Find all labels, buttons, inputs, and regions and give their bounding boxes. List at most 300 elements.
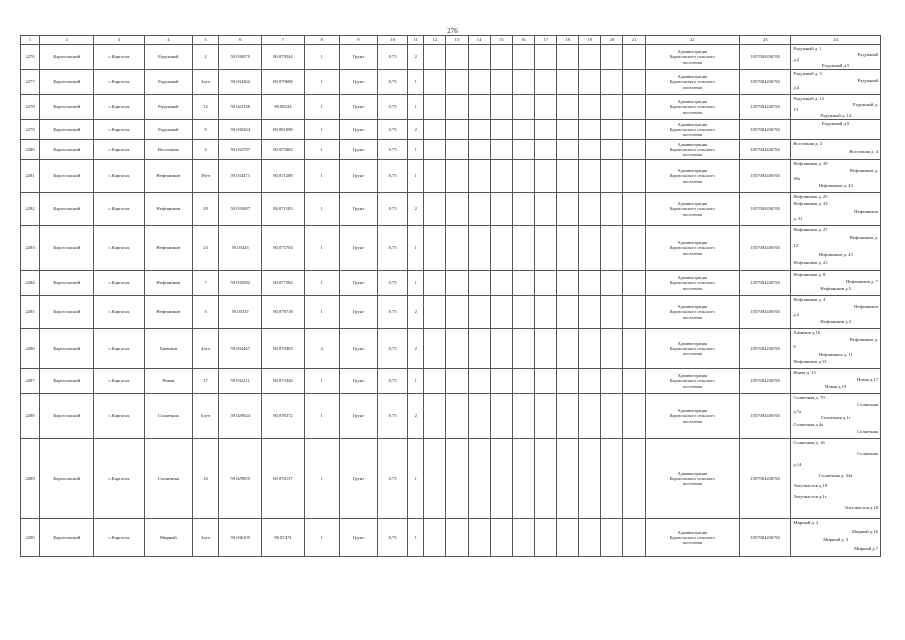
cell-c10: 0.75 <box>378 45 408 70</box>
cell-c8: 1 <box>304 271 339 296</box>
address-line: Новая д. 13 <box>793 370 816 375</box>
register-table <box>20 35 881 557</box>
cell-lat: 59.032787 <box>219 140 262 160</box>
cell-house: 17 <box>192 369 218 394</box>
admin-line: поселения <box>682 59 702 65</box>
cell-lon: 80.871183 <box>262 193 304 226</box>
cell-c11: 1 <box>408 140 424 160</box>
empty-cell <box>424 95 446 120</box>
page-number: 276 <box>447 27 458 35</box>
empty-cell <box>534 226 556 271</box>
cell-c10: 0,75 <box>378 329 408 369</box>
empty-cell <box>601 439 623 519</box>
empty-cell <box>534 160 556 193</box>
cell-lon: 80.878718 <box>262 296 304 329</box>
cell-street: Мирный <box>144 519 192 557</box>
empty-cell <box>512 439 534 519</box>
admin-line: Каргасокского сельского <box>669 413 715 419</box>
address-line: Радужный <box>857 51 878 57</box>
address-line: Мирный д. 3 <box>823 537 849 542</box>
address-line: Нефтяников д. 25 <box>818 251 853 257</box>
empty-cell <box>534 271 556 296</box>
cell-surface: Грунт <box>339 45 377 70</box>
table-row <box>21 45 881 70</box>
cell-surface: Грунт <box>339 140 377 160</box>
cell-code: 1057004436765 <box>740 160 791 193</box>
cell-surface: Грунт <box>339 193 377 226</box>
empty-cell <box>623 70 645 95</box>
cell-street: Химиков <box>144 329 192 369</box>
empty-cell <box>579 519 601 557</box>
cell-village: с.Каргасок <box>94 329 144 369</box>
empty-cell <box>424 226 446 271</box>
admin-line: Администрация <box>677 49 707 55</box>
empty-cell <box>601 45 623 70</box>
address-line: д.7а <box>793 408 802 414</box>
cell-district: Каргасокский <box>40 271 94 296</box>
empty-cell <box>424 394 446 439</box>
cell-house: 4 <box>192 140 218 160</box>
table-row <box>21 439 881 519</box>
cell-house: 3луч <box>192 519 218 557</box>
address-line: Мирный д.16 <box>851 528 878 534</box>
cell-addresses <box>791 519 881 557</box>
cell-addresses <box>791 271 881 296</box>
cell-administration <box>645 95 740 120</box>
address-line: Солнечная д.4а <box>793 422 824 428</box>
address-line: Нефтяников д. 39 <box>793 161 828 166</box>
empty-cell <box>424 296 446 329</box>
cell-street: Новая <box>144 369 192 394</box>
empty-cell <box>601 271 623 296</box>
empty-cell <box>579 140 601 160</box>
cell-administration <box>645 140 740 160</box>
cell-surface: Грунт <box>339 394 377 439</box>
address-line: Энтузиастов д.1г <box>793 494 827 500</box>
cell-lat: 59.033687 <box>219 193 262 226</box>
empty-cell <box>534 296 556 329</box>
cell-lat: 59.036105 <box>219 519 262 557</box>
address-line: Солнечная <box>857 450 878 456</box>
cell-surface: Грунт <box>339 226 377 271</box>
empty-cell <box>623 193 645 226</box>
address-line: Новая д.17 <box>856 377 878 382</box>
cell-lat: 59.035092 <box>219 271 262 296</box>
admin-line: Каргасокского сельского <box>669 173 715 179</box>
empty-cell <box>579 369 601 394</box>
empty-cell <box>579 439 601 519</box>
cell-c11: 1 <box>408 271 424 296</box>
cell-district: Каргасокский <box>40 45 94 70</box>
address-line: Нефтяников д. 8 <box>793 272 826 277</box>
cell-administration <box>645 271 740 296</box>
address-line: Радужный <box>857 78 878 83</box>
empty-cell <box>557 120 579 140</box>
empty-cell <box>512 70 534 95</box>
column-header: 9 <box>339 36 377 45</box>
empty-cell <box>468 369 490 394</box>
cell-n: 2280 <box>21 140 40 160</box>
empty-cell <box>623 226 645 271</box>
empty-cell <box>446 329 468 369</box>
column-header: 23 <box>740 36 791 45</box>
cell-c11: 2 <box>408 394 424 439</box>
column-header: 3 <box>94 36 144 45</box>
empty-cell <box>601 160 623 193</box>
admin-line: Администрация <box>677 201 707 207</box>
empty-cell <box>579 160 601 193</box>
column-header: 4 <box>144 36 192 45</box>
cell-surface: Грунт <box>339 519 377 557</box>
address-line: Нефтяников д. 11 <box>818 351 853 357</box>
cell-house: 3луч <box>192 70 218 95</box>
empty-cell <box>579 394 601 439</box>
empty-cell <box>446 519 468 557</box>
column-header: 19 <box>579 36 601 45</box>
empty-cell <box>490 45 512 70</box>
cell-addresses <box>791 329 881 369</box>
cell-addresses <box>791 394 881 439</box>
cell-village: с.Каргасок <box>94 369 144 394</box>
empty-cell <box>490 519 512 557</box>
admin-line: Каргасокского сельского <box>669 146 715 152</box>
empty-cell <box>468 439 490 519</box>
column-header: 14 <box>468 36 490 45</box>
address-line: Радужный д.9 <box>822 121 850 126</box>
empty-cell <box>512 369 534 394</box>
cell-lat: 59.033471 <box>219 160 262 193</box>
address-line: Радужный д. 1 <box>793 46 822 51</box>
address-line: Нефтяников д. <box>849 337 878 343</box>
cell-district: Каргасокский <box>40 140 94 160</box>
cell-street: Радужный <box>144 45 192 70</box>
address-line: Нефтяников д. 7 <box>846 279 878 284</box>
empty-cell <box>557 45 579 70</box>
admin-line: Администрация <box>677 408 707 414</box>
cell-administration <box>645 296 740 329</box>
cell-c8: 4 <box>304 329 339 369</box>
empty-cell <box>623 369 645 394</box>
empty-cell <box>446 296 468 329</box>
empty-cell <box>468 95 490 120</box>
empty-cell <box>534 95 556 120</box>
cell-administration <box>645 394 740 439</box>
cell-village: с.Каргасок <box>94 120 144 140</box>
address-line: д. 31 <box>793 215 803 221</box>
admin-line: Администрация <box>677 275 707 281</box>
cell-house: 7 <box>192 271 218 296</box>
cell-code: 1057004436765 <box>740 271 791 296</box>
empty-cell <box>557 70 579 95</box>
empty-cell <box>446 45 468 70</box>
cell-n: 2287 <box>21 369 40 394</box>
cell-c8: 1 <box>304 226 339 271</box>
cell-village: с.Каргасок <box>94 226 144 271</box>
empty-cell <box>557 271 579 296</box>
admin-line: поселения <box>682 418 702 424</box>
empty-cell <box>557 95 579 120</box>
admin-line: поселения <box>682 481 702 487</box>
address-line: 8 <box>793 344 796 350</box>
empty-cell <box>490 296 512 329</box>
empty-cell <box>512 519 534 557</box>
address-line: Нефтяников д.13 <box>793 358 827 364</box>
table-row <box>21 70 881 95</box>
empty-cell <box>557 140 579 160</box>
cell-lon: 80.881098 <box>262 120 304 140</box>
empty-cell <box>623 271 645 296</box>
cell-c8: 1 <box>304 296 339 329</box>
cell-n: 2279 <box>21 120 40 140</box>
cell-lat: 59.030264 <box>219 120 262 140</box>
cell-c11: 1 <box>408 70 424 95</box>
admin-line: поселения <box>682 383 702 389</box>
cell-district: Каргасокский <box>40 120 94 140</box>
cell-c11: 1 <box>408 519 424 557</box>
admin-line: Каргасокского сельского <box>669 309 715 315</box>
empty-cell <box>490 439 512 519</box>
cell-c8: 1 <box>304 439 339 519</box>
address-line: 12 <box>793 243 798 249</box>
cell-addresses <box>791 160 881 193</box>
empty-cell <box>446 95 468 120</box>
cell-street: Восточная <box>144 140 192 160</box>
empty-cell <box>446 140 468 160</box>
empty-cell <box>623 519 645 557</box>
cell-lon: 80.878372 <box>262 394 304 439</box>
address-line: Радужный д.5 <box>822 62 850 68</box>
column-header: 7 <box>262 36 304 45</box>
empty-cell <box>534 394 556 439</box>
admin-line: поселения <box>682 211 702 217</box>
admin-line: Каргасокского сельского <box>669 280 715 286</box>
admin-line: поселения <box>682 314 702 320</box>
empty-cell <box>468 193 490 226</box>
cell-n: 2281 <box>21 160 40 193</box>
cell-c11: 1 <box>408 369 424 394</box>
cell-surface: Грунт <box>339 271 377 296</box>
cell-n: 2290 <box>21 519 40 557</box>
address-line: Нефтяников д. 25 <box>793 194 828 199</box>
column-header: 17 <box>534 36 556 45</box>
empty-cell <box>424 140 446 160</box>
empty-cell <box>446 439 468 519</box>
column-header: 2 <box>40 36 94 45</box>
column-header: 6 <box>219 36 262 45</box>
table-row <box>21 296 881 329</box>
address-line: Нефтяников д.5 <box>820 286 852 291</box>
cell-lat: 59.034362 <box>219 70 262 95</box>
address-line: Радужный д. 12 <box>793 96 825 101</box>
address-line: Нефтяников д. 43 <box>818 182 853 188</box>
empty-cell <box>490 271 512 296</box>
empty-cell <box>512 95 534 120</box>
admin-line: Администрация <box>677 121 707 127</box>
cell-street: Нефтяников <box>144 160 192 193</box>
empty-cell <box>490 329 512 369</box>
empty-cell <box>490 120 512 140</box>
table-row <box>21 120 881 140</box>
cell-code: 1057004436765 <box>740 369 791 394</box>
cell-administration <box>645 120 740 140</box>
empty-cell <box>490 226 512 271</box>
cell-house: 9 <box>192 120 218 140</box>
empty-cell <box>534 120 556 140</box>
cell-c10: 0.75 <box>378 394 408 439</box>
table-body <box>21 45 881 557</box>
cell-surface: Грунт <box>339 329 377 369</box>
cell-district: Каргасокский <box>40 70 94 95</box>
empty-cell <box>446 160 468 193</box>
admin-line: Администрация <box>677 340 707 346</box>
cell-n: 2282 <box>21 193 40 226</box>
cell-c8: 1 <box>304 519 339 557</box>
cell-c10: 0.75 <box>378 296 408 329</box>
cell-street: Радужный <box>144 70 192 95</box>
empty-cell <box>490 140 512 160</box>
cell-administration <box>645 70 740 95</box>
table-row <box>21 140 881 160</box>
address-line: д.2 <box>793 57 800 62</box>
cell-house: 29 <box>192 193 218 226</box>
empty-cell <box>557 296 579 329</box>
cell-administration <box>645 329 740 369</box>
empty-cell <box>512 394 534 439</box>
empty-cell <box>601 120 623 140</box>
empty-cell <box>468 140 490 160</box>
cell-c11: 2 <box>408 45 424 70</box>
cell-surface: Грунт <box>339 70 377 95</box>
admin-line: Каргасокского сельского <box>669 345 715 351</box>
cell-house: 39уч <box>192 160 218 193</box>
table-row <box>21 519 881 557</box>
empty-cell <box>579 70 601 95</box>
cell-lon: 80.877582 <box>262 271 304 296</box>
cell-village: с.Каргасок <box>94 271 144 296</box>
admin-line: Администрация <box>677 304 707 310</box>
cell-house: 4луч <box>192 329 218 369</box>
empty-cell <box>579 45 601 70</box>
cell-lon: 80.878403 <box>262 329 304 369</box>
cell-c8: 1 <box>304 120 339 140</box>
admin-line: поселения <box>682 84 702 90</box>
empty-cell <box>534 369 556 394</box>
cell-surface: Грунт <box>339 296 377 329</box>
column-header: 16 <box>512 36 534 45</box>
table-row <box>21 329 881 369</box>
empty-cell <box>534 140 556 160</box>
empty-cell <box>468 271 490 296</box>
address-line: Нефтяников <box>854 208 878 214</box>
empty-cell <box>424 160 446 193</box>
empty-cell <box>579 95 601 120</box>
admin-line: Каргасокского сельского <box>669 378 715 384</box>
cell-lat: 59.03445 <box>219 226 262 271</box>
column-header: 8 <box>304 36 339 45</box>
cell-street: Радужный <box>144 120 192 140</box>
admin-line: поселения <box>682 285 702 291</box>
address-line: Восточная д. 4 <box>849 149 878 154</box>
cell-c8: 1 <box>304 193 339 226</box>
cell-c11: 2 <box>408 193 424 226</box>
empty-cell <box>557 394 579 439</box>
empty-cell <box>534 70 556 95</box>
admin-line: Администрация <box>677 529 707 535</box>
empty-cell <box>512 160 534 193</box>
cell-street: Нефтяников <box>144 193 192 226</box>
empty-cell <box>512 296 534 329</box>
cell-n: 2276 <box>21 45 40 70</box>
cell-c11: 2 <box>408 296 424 329</box>
empty-cell <box>512 140 534 160</box>
address-line: Восточная д. 2 <box>793 141 822 146</box>
cell-village: с.Каргасок <box>94 193 144 226</box>
admin-line: поселения <box>682 132 702 138</box>
cell-c10: 0.75 <box>378 140 408 160</box>
admin-line: Каргасокского сельского <box>669 54 715 60</box>
empty-cell <box>557 193 579 226</box>
cell-lat: 59.03547 <box>219 296 262 329</box>
cell-village: с.Каргасок <box>94 45 144 70</box>
cell-c10: 0.75 <box>378 120 408 140</box>
cell-n: 2285 <box>21 296 40 329</box>
admin-line: Каргасокского сельского <box>669 475 715 481</box>
empty-cell <box>623 296 645 329</box>
cell-n: 2289 <box>21 439 40 519</box>
table-row <box>21 369 881 394</box>
cell-c11: 1 <box>408 439 424 519</box>
cell-code: 1057004436765 <box>740 140 791 160</box>
cell-surface: Грунт <box>339 369 377 394</box>
empty-cell <box>623 95 645 120</box>
cell-lon: 80.875082 <box>262 140 304 160</box>
empty-cell <box>468 329 490 369</box>
empty-cell <box>601 329 623 369</box>
cell-district: Каргасокский <box>40 394 94 439</box>
empty-cell <box>623 160 645 193</box>
column-header: 21 <box>623 36 645 45</box>
column-header: 18 <box>557 36 579 45</box>
empty-cell <box>468 120 490 140</box>
cell-c8: 1 <box>304 369 339 394</box>
address-line: Нефтяников д. 23 <box>793 259 828 265</box>
table-row <box>21 95 881 120</box>
cell-street: Солнечная <box>144 439 192 519</box>
empty-cell <box>623 394 645 439</box>
cell-district: Каргасокский <box>40 329 94 369</box>
cell-c10: 0.75 <box>378 271 408 296</box>
cell-c8: 1 <box>304 140 339 160</box>
cell-lon: 80.87474 <box>262 519 304 557</box>
empty-cell <box>468 70 490 95</box>
admin-line: Каргасокского сельского <box>669 206 715 212</box>
empty-cell <box>579 120 601 140</box>
address-line: Солнечная д. 70 <box>793 395 825 400</box>
admin-line: Каргасокского сельского <box>669 104 715 110</box>
cell-addresses <box>791 95 881 120</box>
cell-c11: 1 <box>408 95 424 120</box>
cell-c10: 0.75 <box>378 193 408 226</box>
cell-c10: 0,75 <box>378 226 408 271</box>
cell-c10: 0,75 <box>378 519 408 557</box>
column-header: 11 <box>408 36 424 45</box>
cell-lat: 59.024188 <box>219 95 262 120</box>
admin-line: Администрация <box>677 470 707 476</box>
column-header: 15 <box>490 36 512 45</box>
cell-administration <box>645 439 740 519</box>
cell-village: с.Каргасок <box>94 394 144 439</box>
empty-cell <box>623 45 645 70</box>
